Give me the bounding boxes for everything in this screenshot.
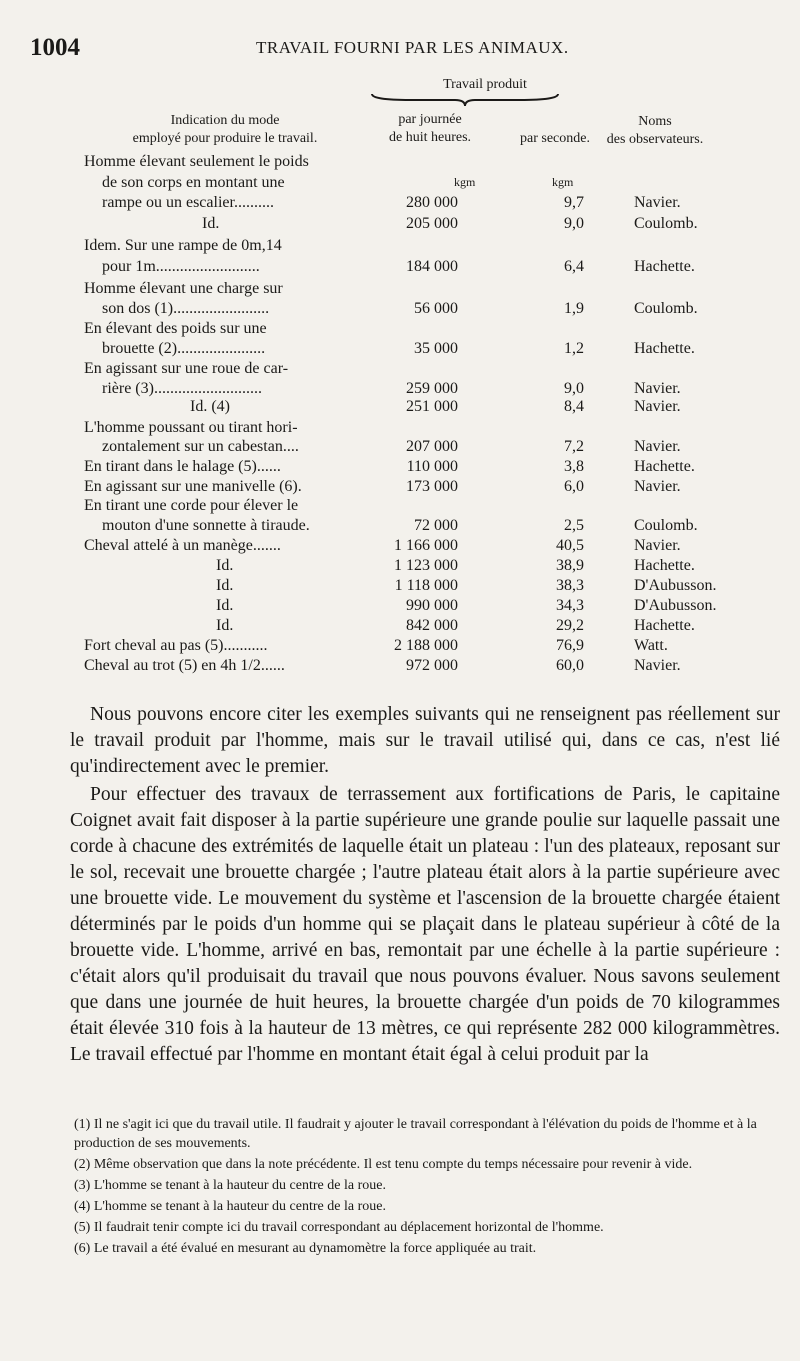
value-per-day: 72 000 <box>414 517 458 534</box>
value-per-day: 1 123 000 <box>394 557 458 574</box>
row-label: mouton d'une sonnette à tiraude. <box>102 517 310 534</box>
column-header-noms <box>590 113 720 149</box>
observer-name: Hachette. <box>634 557 695 574</box>
row-label: Fort cheval au pas (5)........... <box>84 637 268 654</box>
table-row <box>0 617 800 639</box>
table-row <box>0 597 800 619</box>
observer-name: Navier. <box>634 478 681 495</box>
value-per-second: 9,0 <box>564 215 584 232</box>
unit-label-seconde: kgm <box>552 175 574 189</box>
observer-name: Coulomb. <box>634 215 698 232</box>
value-per-second: 7,2 <box>564 438 584 455</box>
value-per-day: 251 000 <box>406 398 458 415</box>
row-label: brouette (2)...................... <box>102 340 266 357</box>
footnote-4: (4) L'homme se tenant à la hauteur du centre de la roue. <box>74 1199 386 1214</box>
table-row <box>0 360 800 382</box>
table-row <box>0 280 800 302</box>
value-per-day: 56 000 <box>414 300 458 317</box>
value-per-day: 842 000 <box>406 617 458 634</box>
value-per-day: 2 188 000 <box>394 637 458 654</box>
table-row <box>0 577 800 599</box>
column-header-mode <box>70 112 380 148</box>
observer-name: Coulomb. <box>634 300 698 317</box>
table-row <box>0 438 800 460</box>
observer-name: Navier. <box>634 438 681 455</box>
value-per-day: 207 000 <box>406 438 458 455</box>
observer-name: Watt. <box>634 637 668 654</box>
observer-name: Hachette. <box>634 458 695 475</box>
value-per-second: 9,7 <box>564 194 584 211</box>
table-row <box>0 300 800 322</box>
value-per-second: 29,2 <box>556 617 584 634</box>
value-per-second: 76,9 <box>556 637 584 654</box>
observer-name: Coulomb. <box>634 517 698 534</box>
observer-name: Hachette. <box>634 617 695 634</box>
value-per-second: 6,4 <box>564 258 584 275</box>
footnote-1: (1) Il ne s'agit ici que du travail utile. Il faudrait y ajouter le travail correspondant à l'élévation du poids de l'homme et à la production de ses mouvements. <box>74 1117 757 1151</box>
table-row <box>0 537 800 559</box>
observer-name: Navier. <box>634 194 681 211</box>
journee-header-line1: par journée <box>398 112 462 127</box>
observer-name: Navier. <box>634 398 681 415</box>
value-per-day: 35 000 <box>414 340 458 357</box>
table-row <box>0 320 800 342</box>
observer-name: Hachette. <box>634 340 695 357</box>
row-label: Cheval attelé à un manège....... <box>84 537 281 554</box>
table-row <box>0 497 800 519</box>
footnote-6: (6) Le travail a été évalué en mesurant au dynamomètre la force appliquée au trait. <box>74 1241 537 1256</box>
paragraph-text: Nous pouvons encore citer les exemples suivants qui ne renseignent pas réellement sur le travail produit par l'homme, mais sur le travail utilisé qui, dans ce cas, n'est lié qu'indirectement avec le premier. <box>70 704 780 777</box>
row-label: En tirant dans le halage (5)...... <box>84 458 281 475</box>
mode-header-line1: Indication du mode <box>170 113 280 128</box>
observer-name: D'Aubusson. <box>634 597 717 614</box>
table-row <box>0 174 800 196</box>
value-per-day: 205 000 <box>406 215 458 232</box>
value-per-second: 8,4 <box>564 398 584 415</box>
value-per-day: 972 000 <box>406 657 458 674</box>
row-label: Cheval au trot (5) en 4h 1/2...... <box>84 657 285 674</box>
noms-header-line2: des observateurs. <box>606 132 704 147</box>
row-label: zontalement sur un cabestan.... <box>102 438 299 455</box>
table-row <box>0 194 800 216</box>
table-row <box>0 458 800 480</box>
row-label: Id. <box>216 557 234 574</box>
table-row <box>0 258 800 280</box>
body-paragraph-2 <box>70 782 780 1068</box>
row-label: En tirant une corde pour élever le <box>84 497 299 514</box>
observer-name: Navier. <box>634 380 681 397</box>
value-per-day: 110 000 <box>406 458 458 475</box>
row-label: rière (3)........................... <box>102 380 262 397</box>
value-per-second: 9,0 <box>564 380 584 397</box>
value-per-second: 6,0 <box>564 478 584 495</box>
row-label: Homme élevant seulement le poids <box>84 153 309 170</box>
row-label: En agissant sur une manivelle (6). <box>84 478 302 495</box>
row-label: Idem. Sur une rampe de 0m,14 <box>84 237 282 254</box>
brace-icon <box>370 92 560 108</box>
value-per-day: 280 000 <box>406 194 458 211</box>
table-row <box>0 153 800 175</box>
footnotes <box>74 1115 784 1260</box>
value-per-day: 173 000 <box>406 478 458 495</box>
value-per-second: 1,2 <box>564 340 584 357</box>
row-label: pour 1m.......................... <box>102 258 260 275</box>
value-per-day: 184 000 <box>406 258 458 275</box>
value-per-second: 1,9 <box>564 300 584 317</box>
column-header-seconde: par seconde. <box>520 131 590 146</box>
observer-name: Navier. <box>634 537 681 554</box>
row-label: Id. (4) <box>190 398 230 415</box>
table-row <box>0 557 800 579</box>
value-per-day: 1 118 000 <box>394 577 458 594</box>
running-head <box>0 30 800 60</box>
row-label: En agissant sur une roue de car- <box>84 360 289 377</box>
table-row <box>0 637 800 659</box>
row-label: son dos (1)........................ <box>102 300 270 317</box>
table-row <box>0 517 800 539</box>
row-label: Id. <box>216 597 234 614</box>
value-per-day: 259 000 <box>406 380 458 397</box>
row-label: de son corps en montant une <box>102 174 285 191</box>
observer-name: Navier. <box>634 657 681 674</box>
footnote-3: (3) L'homme se tenant à la hauteur du centre de la roue. <box>74 1178 386 1193</box>
value-per-second: 40,5 <box>556 537 584 554</box>
page-title: TRAVAIL FOURNI PAR LES ANIMAUX. <box>256 38 569 57</box>
value-per-second: 38,9 <box>556 557 584 574</box>
table-row <box>0 657 800 679</box>
observer-name: D'Aubusson. <box>634 577 717 594</box>
observer-name: Hachette. <box>634 258 695 275</box>
footnote-2: (2) Même observation que dans la note précédente. Il est tenu compte du temps nécessaire pour revenir à vide. <box>74 1157 693 1172</box>
footnote-5: (5) Il faudrait tenir compte ici du travail correspondant au déplacement horizontal de l'homme. <box>74 1220 604 1235</box>
noms-header-line1: Noms <box>638 114 672 129</box>
paragraph-text: Pour effectuer des travaux de terrassement aux fortifications de Paris, le capitaine Coignet avait fait disposer à la partie supérieure une grande poulie sur laquelle passait une corde à chacune des extrémités de laquelle était un plateau : l'un des plateaux, reposant sur le sol, recevait une brouette chargée ; l'autre plateau était alors à la partie supérieure avec une brouette vide. Le mouvement du système et l'ascension de la brouette chargée étaient déterminés par le poids d'un homme qui se plaçait dans le plateau supérieur à côté de la brouette vide. L'homme, arrivé en bas, remontait par une échelle à la partie supérieure : c'était alors qu'il produisait du travail que nous pouvons évaluer. Nous savons seulement que dans une journée de huit heures, la brouette chargée d'un poids de 70 kilogrammes était élevée 310 fois à la hauteur de 13 mètres, ce qui représente 282 000 kilogrammètres. Le travail effectué par l'homme en montant était égal à celui produit par la <box>70 784 780 1065</box>
unit-label-journee: kgm <box>454 175 476 189</box>
value-per-day: 990 000 <box>406 597 458 614</box>
value-per-second: 2,5 <box>564 517 584 534</box>
value-per-day: 1 166 000 <box>394 537 458 554</box>
value-per-second: 3,8 <box>564 458 584 475</box>
row-label: Id. <box>202 215 220 232</box>
table-row <box>0 398 800 420</box>
table-row <box>0 340 800 362</box>
row-label: Homme élevant une charge sur <box>84 280 283 297</box>
column-header-travail-produit: Travail produit <box>443 77 527 92</box>
row-label: L'homme poussant ou tirant hori- <box>84 419 298 436</box>
value-per-second: 60,0 <box>556 657 584 674</box>
mode-header-line2: employé pour produire le travail. <box>132 131 318 146</box>
row-label: Id. <box>216 617 234 634</box>
table-row <box>0 237 800 259</box>
body-paragraph-1 <box>70 702 780 780</box>
row-label: En élevant des poids sur une <box>84 320 267 337</box>
row-label: rampe ou un escalier.......... <box>102 194 274 211</box>
column-header-journee <box>350 111 510 147</box>
table-row <box>0 215 800 237</box>
row-label: Id. <box>216 577 234 594</box>
journee-header-line2: de huit heures. <box>388 130 472 145</box>
page-number: 1004 <box>30 34 80 61</box>
value-per-second: 38,3 <box>556 577 584 594</box>
value-per-second: 34,3 <box>556 597 584 614</box>
